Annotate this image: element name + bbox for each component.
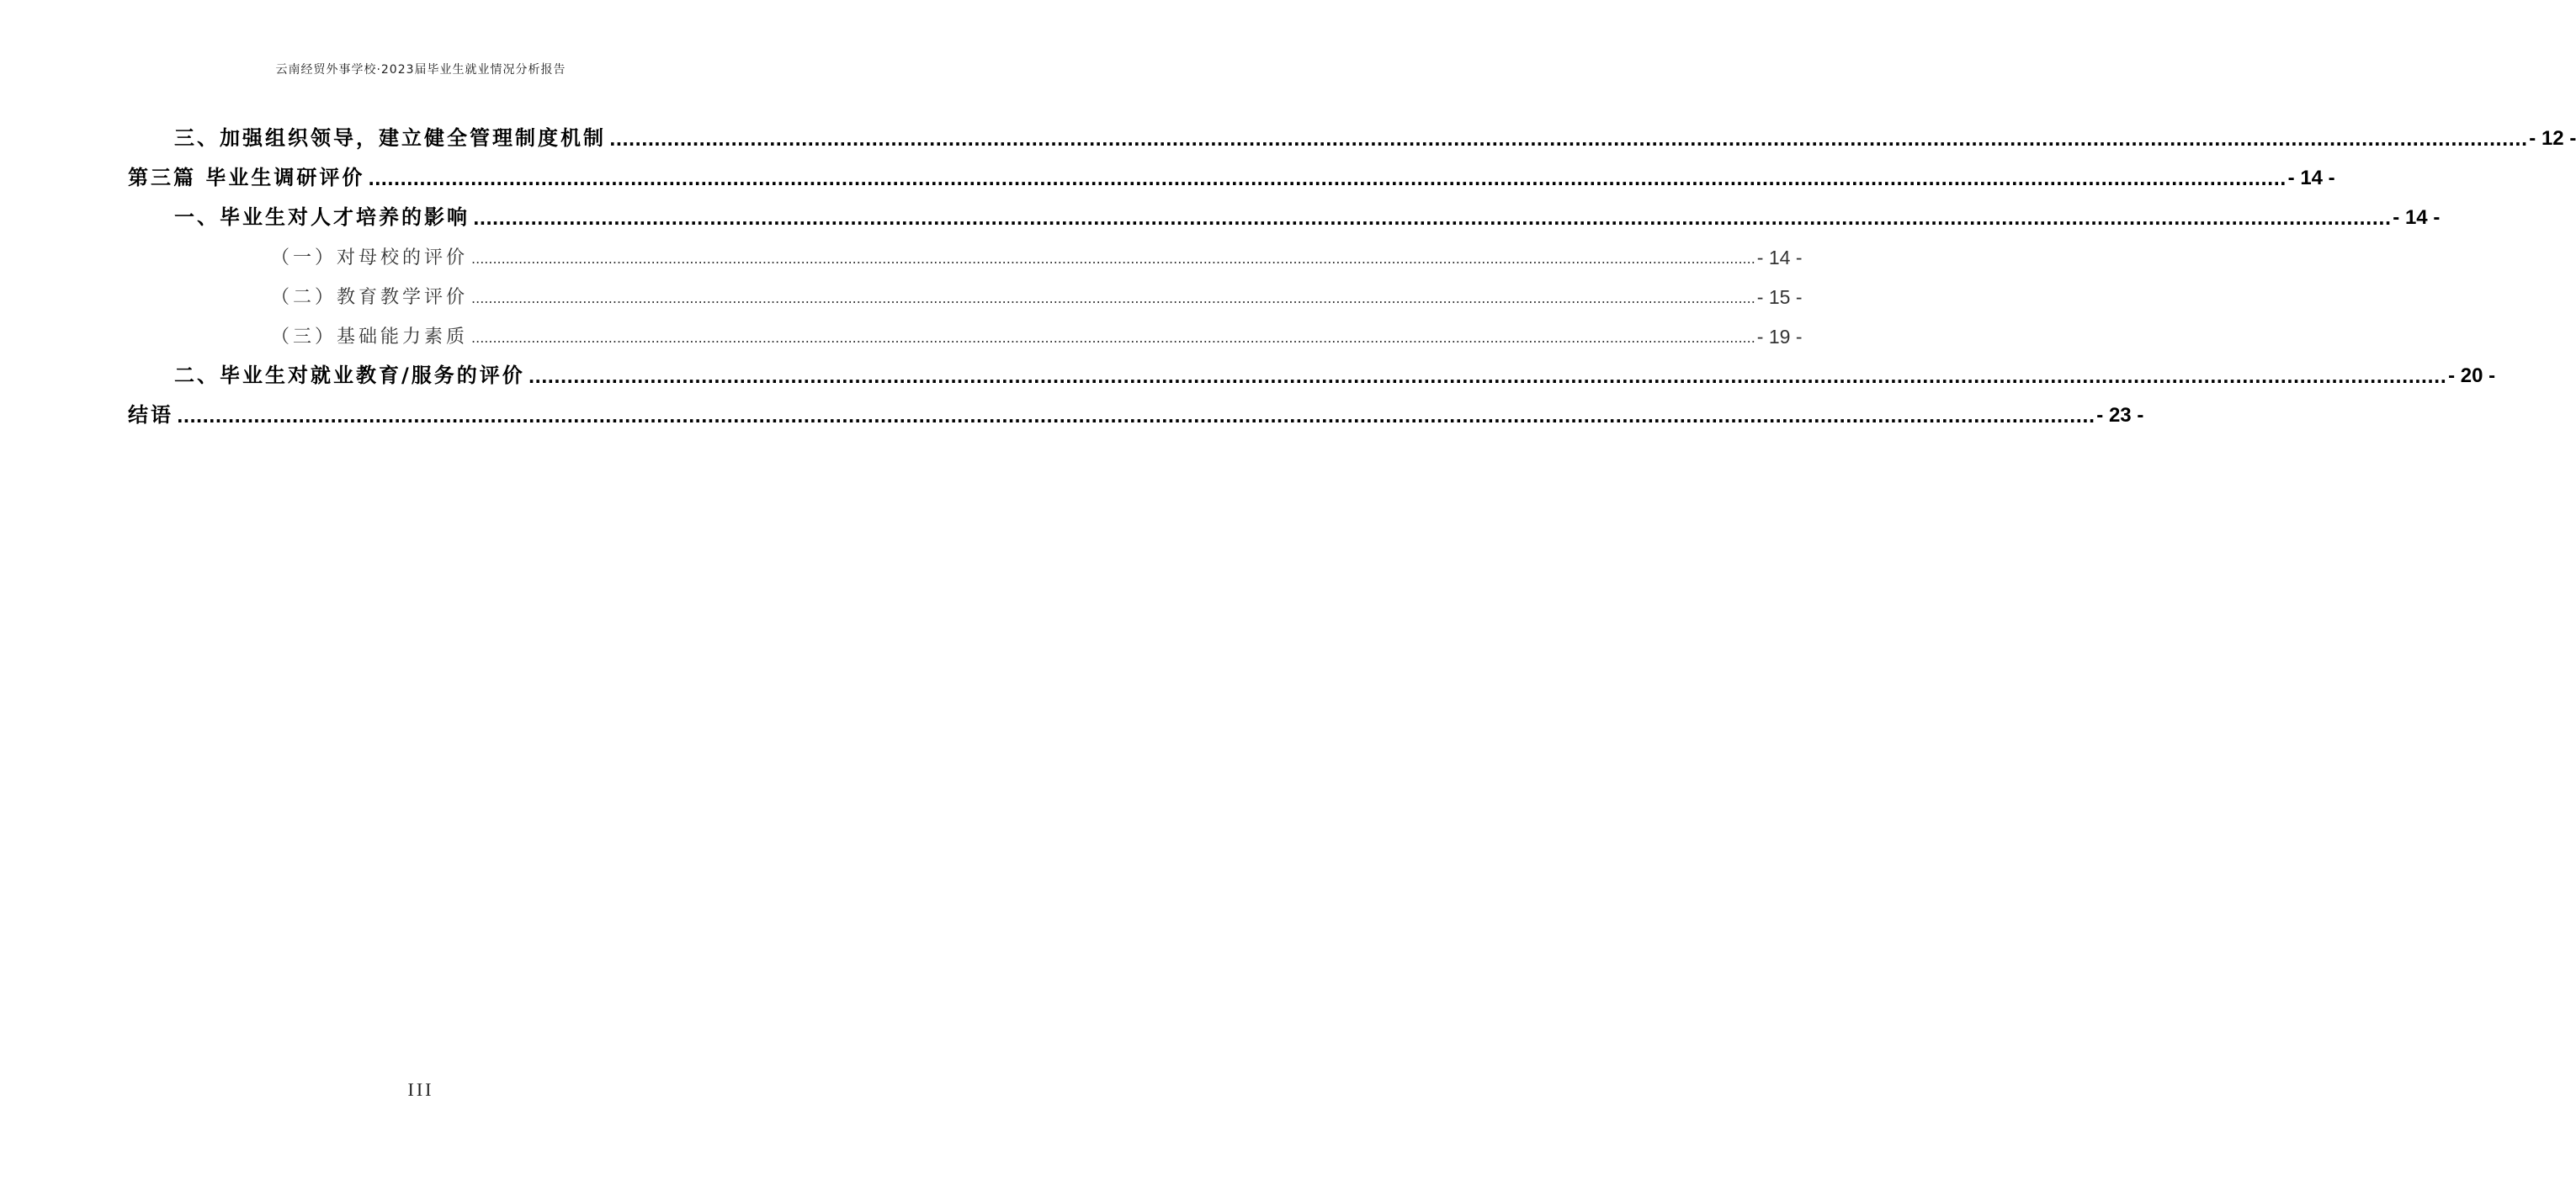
toc-entry-page: - 14 - xyxy=(2287,167,2335,189)
toc-entry-label: 三、加强组织领导，建立健全管理制度机制 xyxy=(174,126,606,150)
toc-entry-label: 二、毕业生对就业教育/服务的评价 xyxy=(174,364,525,387)
toc-entry-page: - 14 - xyxy=(1756,247,1803,268)
toc-entry[interactable] xyxy=(128,151,2335,190)
table-of-contents xyxy=(128,111,2576,428)
toc-entry-label: （一）对母校的评价 xyxy=(271,247,469,268)
toc-entry-page: - 23 - xyxy=(2096,404,2144,427)
toc-entry[interactable] xyxy=(128,388,2144,428)
toc-entry[interactable] xyxy=(128,309,1803,348)
toc-leader-dots: ............................................................................................................................................................................................................................................................................................................ xyxy=(471,330,1755,346)
page-number: III xyxy=(407,1079,434,1100)
toc-leader-dots: ............................................................................................................................................................................................................................................................................................................ xyxy=(528,367,2447,387)
toc-entry-label: （二）教育教学评价 xyxy=(271,287,469,308)
toc-leader-dots: ............................................................................................................................................................................................................................................................................................................ xyxy=(609,130,2528,150)
toc-entry-page: - 15 - xyxy=(1756,286,1803,308)
toc-entry-page: - 12 - xyxy=(2529,127,2576,150)
toc-entry-page: - 20 - xyxy=(2448,364,2496,387)
toc-entry-label: （三）基础能力素质 xyxy=(271,327,469,348)
toc-leader-dots: ............................................................................................................................................................................................................................................................................................................ xyxy=(471,251,1755,267)
toc-entry[interactable] xyxy=(128,230,1803,269)
toc-entry[interactable] xyxy=(128,190,2441,230)
page-header: 云南经贸外事学校·2023届毕业生就业情况分析报告 xyxy=(275,63,566,77)
toc-entry[interactable] xyxy=(128,348,2496,388)
toc-entry[interactable] xyxy=(128,269,1803,309)
toc-entry-page: - 14 - xyxy=(2393,206,2441,229)
toc-leader-dots: ............................................................................................................................................................................................................................................................................................................ xyxy=(177,406,2095,427)
toc-leader-dots: ............................................................................................................................................................................................................................................................................................................ xyxy=(368,169,2287,189)
toc-entry-page: - 19 - xyxy=(1756,326,1803,348)
toc-entry-label: 一、毕业生对人才培养的影响 xyxy=(174,205,470,229)
toc-leader-dots: ............................................................................................................................................................................................................................................................................................................ xyxy=(471,290,1755,306)
toc-leader-dots: ............................................................................................................................................................................................................................................................................................................ xyxy=(473,209,2392,229)
toc-entry[interactable] xyxy=(128,111,2576,151)
toc-entry-label: 结语 xyxy=(128,403,173,427)
toc-entry-label: 第三篇 毕业生调研评价 xyxy=(128,166,365,189)
